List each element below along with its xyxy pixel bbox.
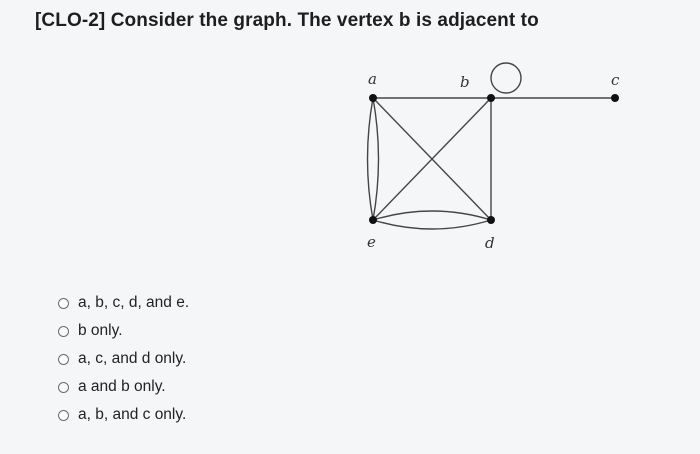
graph-figure xyxy=(330,52,650,262)
answer-options xyxy=(58,289,189,429)
radio-button[interactable] xyxy=(58,410,69,421)
edge-e-d-1 xyxy=(373,211,491,220)
edge-e-d-2 xyxy=(373,220,491,229)
radio-button[interactable] xyxy=(58,326,69,337)
edge-a-e-1 xyxy=(368,98,374,220)
vertex-label-b: b xyxy=(460,73,470,91)
radio-button[interactable] xyxy=(58,298,69,309)
radio-button[interactable] xyxy=(58,354,69,365)
option-4[interactable] xyxy=(58,373,189,401)
vertex-e xyxy=(369,216,377,224)
vertex-label-d: d xyxy=(485,234,495,252)
option-3[interactable] xyxy=(58,345,189,373)
vertex-a xyxy=(369,94,377,102)
option-5[interactable] xyxy=(58,401,189,429)
option-label: a, b, c, d, and e. xyxy=(78,294,190,311)
radio-button[interactable] xyxy=(58,382,69,393)
question-text: [CLO-2] Consider the graph. The vertex b is adjacent to xyxy=(35,10,539,31)
option-label: a and b only. xyxy=(78,378,166,395)
option-label: a, b, and c only. xyxy=(78,406,187,423)
vertex-d xyxy=(487,216,495,224)
vertex-label-c: c xyxy=(611,71,620,89)
option-label: a, c, and d only. xyxy=(78,350,187,367)
edge-a-e-2 xyxy=(373,98,379,220)
vertex-c xyxy=(611,94,619,102)
option-2[interactable] xyxy=(58,317,189,345)
vertex-b xyxy=(487,94,495,102)
vertex-label-e: e xyxy=(367,233,376,251)
vertex-label-a: a xyxy=(368,70,377,88)
option-label: b only. xyxy=(78,322,123,339)
option-1[interactable] xyxy=(58,289,189,317)
loop-b xyxy=(491,63,521,93)
